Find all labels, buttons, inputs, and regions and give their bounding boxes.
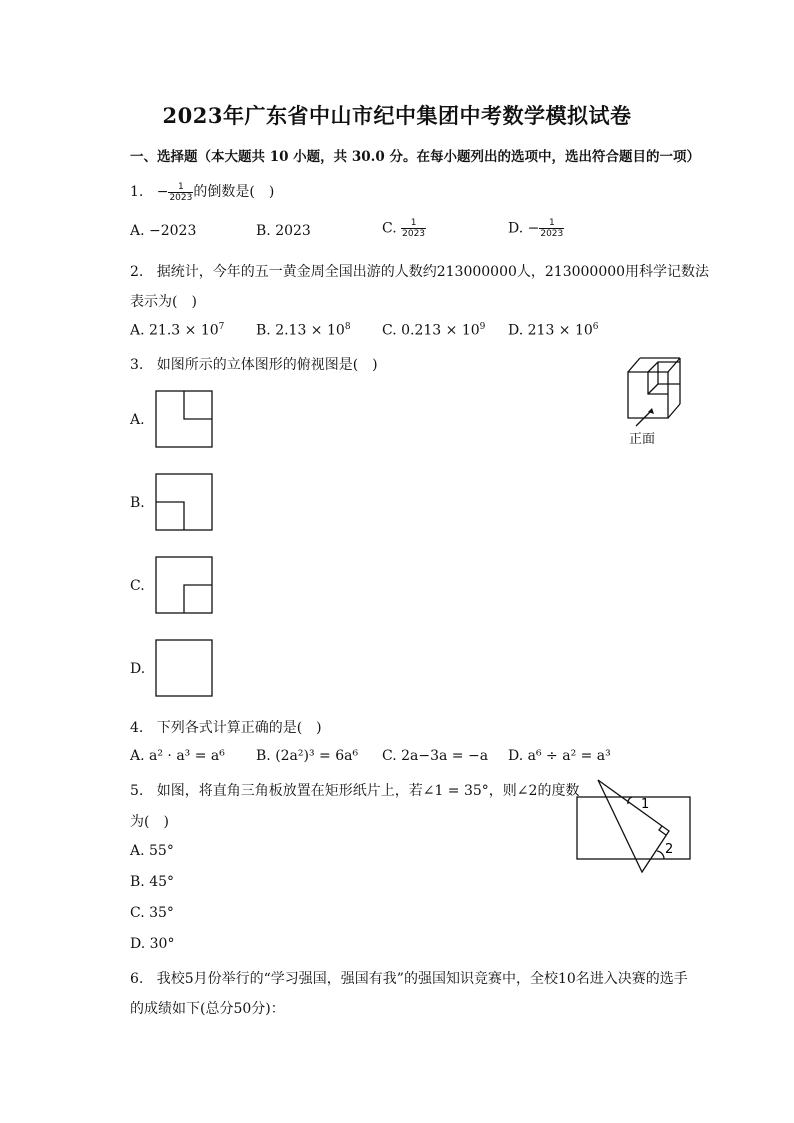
- question-3: [130, 354, 378, 374]
- q3-option-d-label: D.: [130, 661, 146, 677]
- q5-option-c: C. 35°: [130, 905, 174, 921]
- option-text: B. 2.13 × 10: [256, 322, 345, 339]
- question-2-line2: 表示为( ): [130, 294, 197, 310]
- q4-option-a: A. a² · a³ = a⁶: [130, 748, 225, 764]
- q2-option-b: [256, 322, 351, 339]
- fraction-numerator: 1: [401, 218, 426, 229]
- option-text: A. 21.3 × 10: [130, 322, 219, 339]
- fraction-numerator: 1: [168, 182, 193, 193]
- fraction-denominator: 2023: [540, 229, 564, 239]
- question-1: [130, 181, 274, 203]
- q4-option-c: C. 2a−3a = −a: [382, 748, 489, 764]
- q3-option-c-label: C.: [130, 578, 145, 594]
- q5-option-a: A. 55°: [130, 843, 174, 859]
- q4-option-b: B. (2a²)³ = 6a⁶: [256, 748, 359, 764]
- q1-option-d: [508, 218, 564, 239]
- question-text: 据统计，今年的五一黄金周全国出游的人数约213000000人，213000000用科学记数法: [156, 264, 710, 280]
- q1-option-b: B. 2023: [256, 223, 311, 239]
- exponent: 8: [344, 322, 351, 332]
- question-text: 下列各式计算正确的是( ): [156, 720, 322, 736]
- triangle-shape: [598, 780, 669, 872]
- fraction: [401, 218, 426, 239]
- q1-option-a: A. −2023: [130, 223, 197, 239]
- option-label: D. −: [508, 220, 540, 237]
- question-number: 3.: [130, 357, 144, 373]
- question-text: 如图，将直角三角板放置在矩形纸片上，若∠1 = 35°，则∠2的度数: [156, 783, 580, 799]
- front-label: 正面: [629, 432, 656, 447]
- question-number: 2.: [130, 264, 144, 280]
- option-label: C.: [382, 220, 397, 237]
- question-2: [130, 261, 709, 281]
- exponent: 7: [218, 322, 225, 332]
- question-text: 我校5月份举行的“学习强国，强国有我”的强国知识竞赛中，全校10名进入决赛的选手: [156, 971, 688, 987]
- angle-2-label: 2: [665, 842, 674, 857]
- q3-option-a-diagram: [155, 390, 215, 450]
- question-number: 1.: [130, 184, 144, 200]
- triangle-rectangle-diagram: [570, 778, 696, 876]
- q2-option-c: [382, 322, 485, 339]
- minus-sign: −: [156, 184, 169, 200]
- question-text: 的倒数是( ): [193, 184, 275, 200]
- q3-option-d-diagram: [155, 639, 215, 699]
- question-text: 如图所示的立体图形的俯视图是( ): [156, 357, 378, 373]
- question-number: 4.: [130, 720, 144, 736]
- question-number: 5.: [130, 783, 144, 799]
- q3-option-b-diagram: [155, 473, 215, 533]
- angle-2-arc: [657, 851, 664, 859]
- exponent: 9: [479, 322, 486, 332]
- fraction-numerator: 1: [539, 218, 564, 229]
- question-4: [130, 717, 322, 737]
- fraction-denominator: 2023: [169, 192, 193, 203]
- q2-option-d: [508, 322, 599, 339]
- fraction-denominator: 2023: [402, 229, 426, 239]
- angle-1-label: 1: [641, 797, 650, 812]
- front-arrow-icon: [630, 404, 660, 430]
- q3-option-a-label: A.: [130, 412, 145, 428]
- q1-option-c: [382, 218, 426, 239]
- question-5: [130, 780, 579, 800]
- option-text: D. 213 × 10: [508, 322, 593, 339]
- option-text: C. 0.213 × 10: [382, 322, 480, 339]
- q5-option-b: B. 45°: [130, 874, 175, 890]
- question-5-line2: 为( ): [130, 814, 169, 830]
- q2-option-a: [130, 322, 224, 339]
- fraction: [539, 218, 564, 239]
- question-number: 6.: [130, 971, 144, 987]
- q3-option-b-label: B.: [130, 495, 145, 511]
- question-6-line2: 的成绩如下(总分50分)：: [130, 1001, 285, 1017]
- q3-option-c-diagram: [155, 556, 215, 616]
- exponent: 6: [592, 322, 599, 332]
- q5-option-d: D. 30°: [130, 936, 175, 952]
- fraction: [168, 182, 193, 203]
- question-6: [130, 968, 688, 988]
- section-heading: 一、选择题（本大题共 10 小题，共 30.0 分。在每小题列出的选项中，选出符合题目的一项）: [130, 149, 700, 165]
- page-title: 2023年广东省中山市纪中集团中考数学模拟试卷: [162, 103, 632, 128]
- q4-option-d: D. a⁶ ÷ a² = a³: [508, 748, 611, 764]
